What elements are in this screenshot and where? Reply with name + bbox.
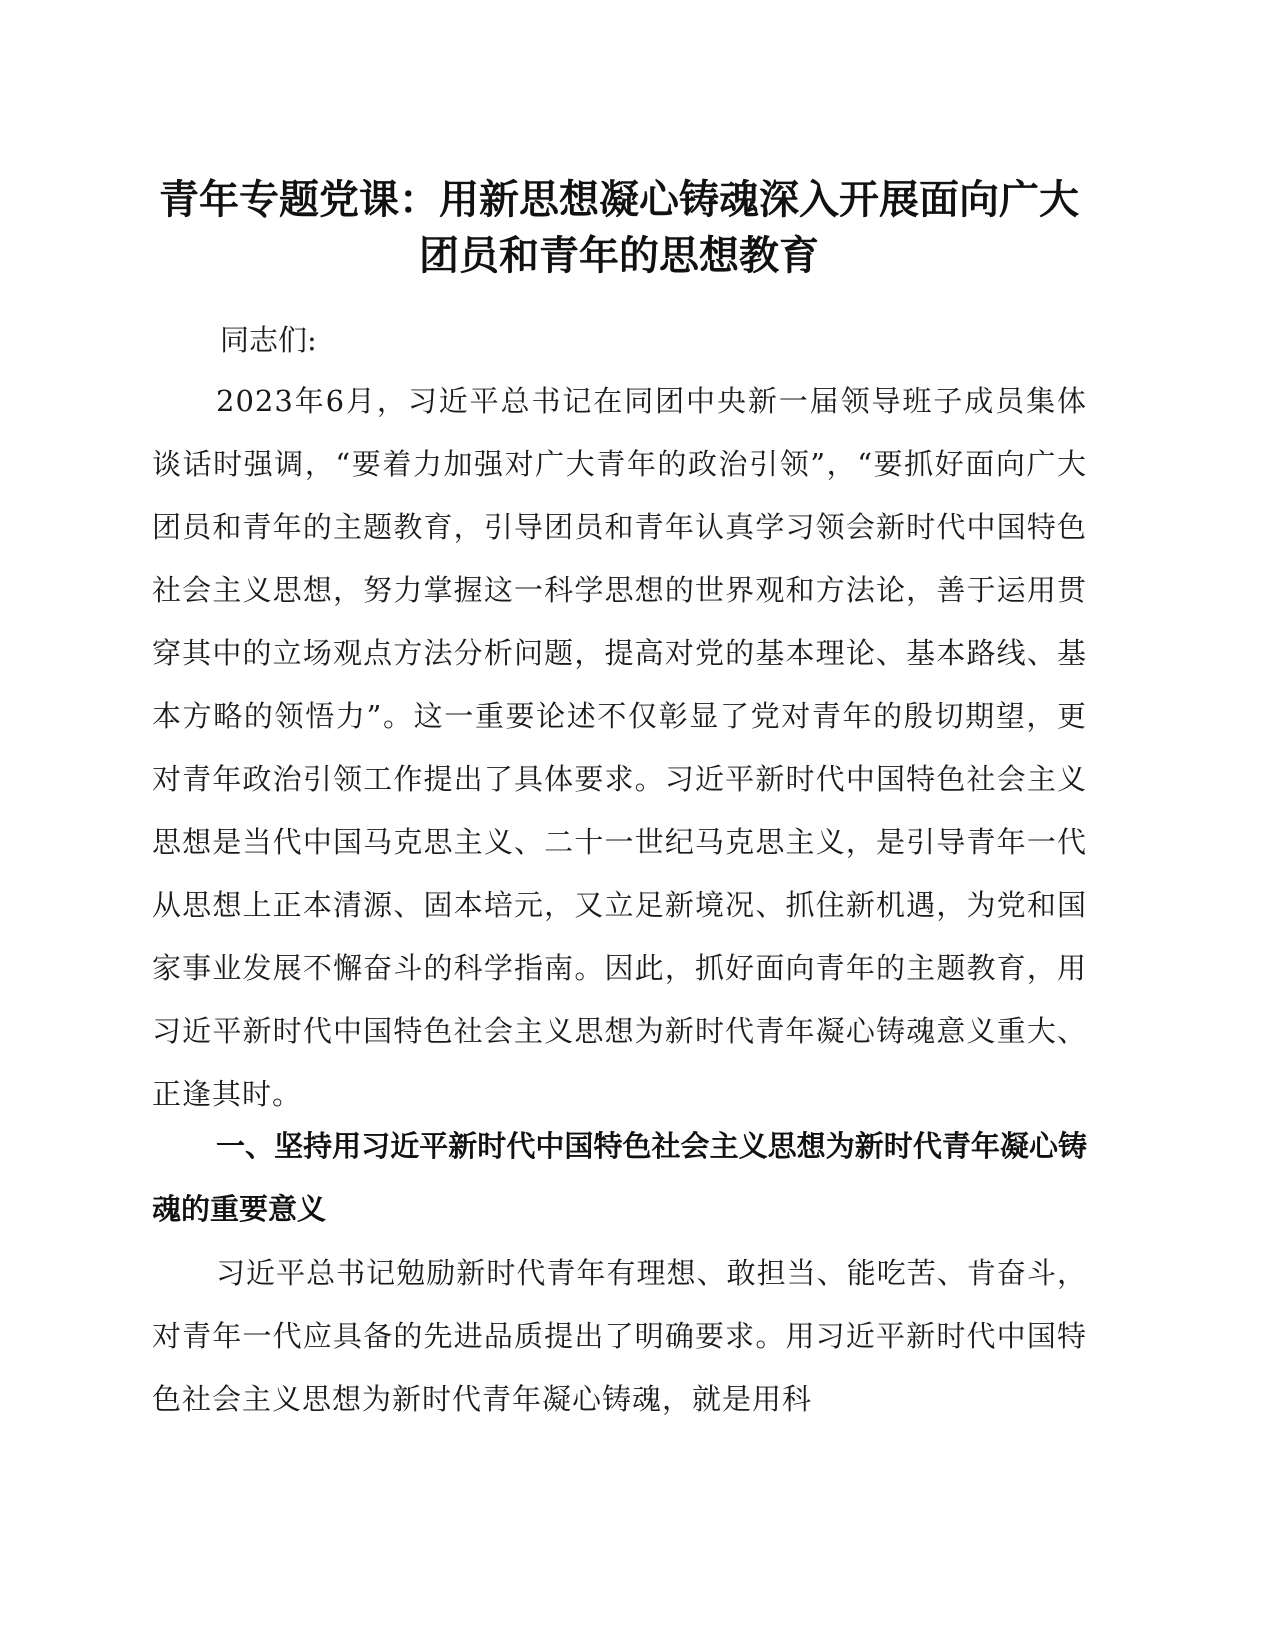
document-title: 青年专题党课：用新思想凝心铸魂深入开展面向广大团员和青年的思想教育	[159, 177, 1079, 279]
salutation: 同志们:	[220, 323, 317, 357]
section-heading-1: 一、坚持用习近平新时代中国特色社会主义思想为新时代青年凝心铸魂的重要意义	[152, 1129, 1087, 1226]
paragraph-intro: 2023年6月，习近平总书记在同团中央新一届领导班子成员集体谈话时强调，“要着力加强对广大青年的政治引领”，“要抓好面向广大团员和青年的主题教育，引导团员和青年认真学习领会新时代中国特色社会主义思想，努力掌握这一科学思想的世界观和方法论，善于运用贯穿其中的立场观点方法分析问题，提高对党的基本理论、基本路线、基本方略的领悟力”。这一重要论述不仅彰显了党对青年的殷切期望，更对青年政治引领工作提出了具体要求。习近平新时代中国特色社会主义思想是当代中国马克思主义、二十一世纪马克思主义，是引导青年一代从思想上正本清源、固本培元，又立足新境况、抓住新机遇，为党和国家事业发展不懈奋斗的科学指南。因此，抓好面向青年的主题教育，用习近平新时代中国特色社会主义思想为新时代青年凝心铸魂意义重大、正逢其时。	[152, 384, 1087, 1111]
paragraph-section-1: 习近平总书记勉励新时代青年有理想、敢担当、能吃苦、肯奋斗，对青年一代应具备的先进品质提出了明确要求。用习近平新时代中国特色社会主义思想为新时代青年凝心铸魂，就是用科	[152, 1256, 1087, 1416]
